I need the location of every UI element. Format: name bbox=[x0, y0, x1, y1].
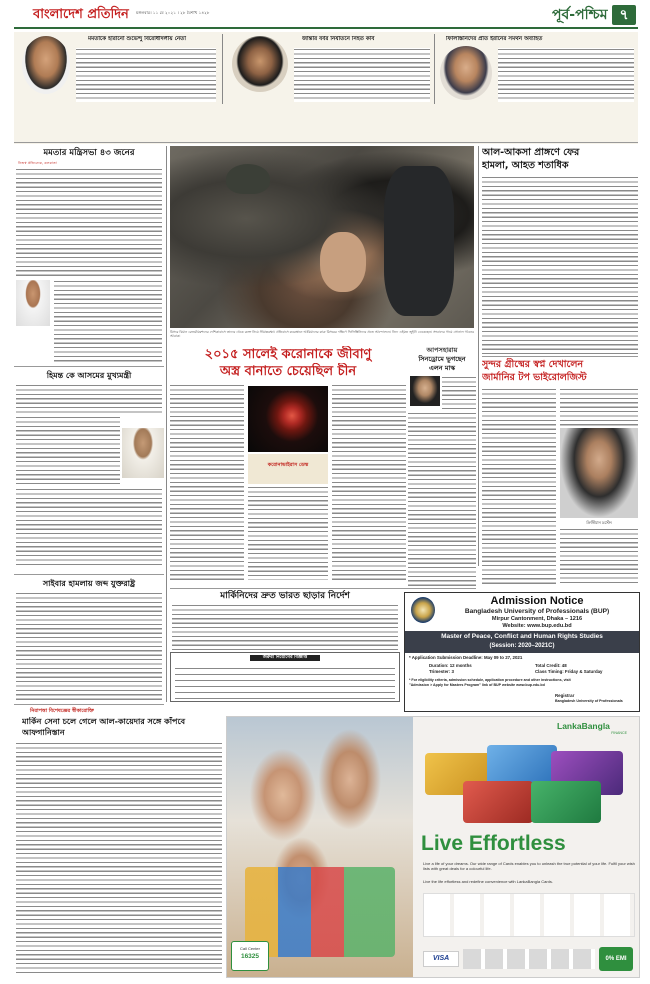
story-title-line-1: সুন্দর গ্রীষ্মের স্বপ্ন দেখালেন bbox=[482, 359, 584, 370]
top-story-2[interactable] bbox=[226, 32, 432, 142]
top-story-body bbox=[294, 48, 430, 102]
column-divider bbox=[478, 146, 479, 566]
credit-card bbox=[531, 781, 601, 823]
story-body bbox=[16, 488, 162, 568]
info-box bbox=[248, 454, 328, 484]
story-afghanistan[interactable] bbox=[14, 708, 224, 976]
bup-admission-ad[interactable] bbox=[404, 592, 640, 712]
drosten-photo bbox=[560, 428, 638, 518]
kicker: আপসহারায় bbox=[426, 346, 458, 354]
main-news-photo[interactable] bbox=[170, 146, 474, 328]
emi-label: 0% EMI bbox=[605, 956, 627, 962]
story-title-line-2: এলন মাস্ক bbox=[428, 364, 456, 372]
brand-logo bbox=[557, 721, 637, 739]
top-story-body bbox=[498, 48, 634, 102]
column-divider bbox=[166, 146, 167, 702]
story-cyber[interactable] bbox=[14, 578, 164, 702]
call-label: Call Center bbox=[239, 946, 260, 951]
photo-caption: মিসরে বিমান রেজর্যায়রশনের দেশিকাবাসে তাদের থেকে রক্তে নিয়ে সীমান্তরক্ষা। প্রতিবাসে কবরস্থানে আরিয়ানের কারু মিসরের দক্ষিণে ফিলিস্তিনিদের প্রতে আন্দোলনে। নিদে এইমত জুইটা ডেকেছেন। সংবাদের গায়ে সোনাল গঠনের আরাক। bbox=[170, 330, 474, 339]
tender-table bbox=[175, 663, 395, 699]
class-timing: Class Timing: Friday & Saturday bbox=[535, 669, 603, 674]
child-figure bbox=[320, 232, 366, 292]
top-story-3[interactable] bbox=[438, 32, 638, 142]
portrait-photo bbox=[232, 36, 288, 92]
story-al-aqsa[interactable] bbox=[482, 146, 638, 354]
card-stack bbox=[423, 745, 633, 825]
duration: Duration: 12 months bbox=[429, 663, 472, 668]
portrait-photo bbox=[22, 36, 70, 94]
strip-rule bbox=[14, 142, 638, 143]
lankabangla-ad[interactable] bbox=[226, 716, 640, 978]
story-body bbox=[560, 528, 638, 584]
story-body bbox=[248, 486, 328, 580]
virus-graphic bbox=[248, 386, 328, 452]
story-masks[interactable] bbox=[408, 346, 476, 586]
divider bbox=[482, 356, 638, 357]
story-body bbox=[482, 176, 638, 354]
family-photo bbox=[227, 717, 413, 977]
ad-title: Admission Notice bbox=[490, 595, 584, 607]
story-title: মার্কিনিদের দ্রুত ভারত ছাড়ার নির্দেশ bbox=[220, 591, 350, 601]
story-title: মার্কিন সেনা চলে গেলে আল-কায়েদার সঙ্গে কাঁপবে আফগানিস্তান bbox=[22, 717, 186, 737]
section-title: পূর্ব-পশ্চিম bbox=[552, 7, 608, 23]
page-number: ৭ bbox=[619, 7, 629, 23]
visa-badge bbox=[423, 951, 459, 967]
story-title-line-2: জার্মানির টপ ভাইরোলজিস্ট bbox=[482, 372, 587, 383]
program-name: Master of Peace, Conflict and Human Rights Studies bbox=[441, 633, 603, 640]
ad-org: Bangladesh University of Professionals (BUP) bbox=[464, 608, 610, 615]
divider bbox=[434, 34, 435, 104]
story-title-line-1: আল-আকসা প্রাঙ্গণে ফের bbox=[482, 147, 580, 158]
story-body bbox=[16, 592, 162, 700]
photo-caption: ক্রিস্টিয়ান দ্রস্টেন bbox=[586, 520, 612, 525]
soldier-figure bbox=[384, 166, 454, 316]
dateline: নিজস্ব প্রতিবেদক, কলকাতা bbox=[18, 161, 57, 165]
himanta-photo bbox=[122, 428, 164, 478]
story-body bbox=[54, 280, 162, 362]
ad-body: Live a life of your dreams. Our wide range of Cards enables you to unleash the true potential of your life. Fulfil your wish lists with great deals for a colourful life. bbox=[423, 861, 635, 872]
program-banner bbox=[405, 631, 639, 653]
masthead-rule bbox=[14, 27, 638, 29]
page-number-box bbox=[612, 5, 636, 25]
trimester: Trimester: 3 bbox=[429, 669, 454, 674]
ad-website[interactable]: Website: www.bup.edu.bd bbox=[502, 623, 572, 629]
top-story-title: জান্তার বর্বর নির্যাতনে নিহত কবি bbox=[302, 36, 375, 42]
story-body bbox=[16, 416, 120, 486]
story-body bbox=[442, 376, 476, 410]
mamata-photo bbox=[16, 280, 50, 326]
info-box-label: করোনাভাইরাস ডেস্ক bbox=[267, 462, 309, 468]
call-center-box[interactable] bbox=[231, 941, 269, 971]
top-story-body bbox=[76, 48, 216, 102]
story-body bbox=[172, 604, 398, 650]
story-title-line-2: হামলা, আহত শতাধিক bbox=[482, 160, 569, 171]
top-strip bbox=[14, 32, 638, 144]
story-title-line-1: সিনড্রোমে ভুগছেন bbox=[418, 355, 466, 363]
ad-cta: Live the life effortless and redefine convenience with LankaBangla Cards. bbox=[423, 879, 554, 884]
portrait-photo bbox=[440, 46, 492, 100]
divider bbox=[14, 574, 164, 575]
visa-label: VISA bbox=[432, 955, 450, 962]
soldier-helmet bbox=[226, 164, 270, 194]
partner-logos bbox=[463, 949, 595, 969]
story-body bbox=[170, 384, 244, 580]
top-story-title: মমতাকে হারানো শুভেন্দু বিরোধীদলীয় নেতা bbox=[88, 36, 186, 42]
story-body bbox=[16, 384, 162, 414]
registrar-org: Bangladesh University of Professionals bbox=[555, 699, 623, 703]
divider bbox=[14, 366, 164, 367]
story-body bbox=[16, 742, 222, 974]
story-body bbox=[16, 168, 162, 278]
brand-name: LankaBangla bbox=[557, 721, 610, 731]
ad-headline: Live Effortless bbox=[421, 832, 566, 855]
deadline: * Application Submission Deadline: May 09 to 27, 2021 bbox=[409, 655, 523, 660]
brand-sub: FINANCE bbox=[611, 731, 627, 735]
story-body bbox=[560, 388, 638, 426]
divider bbox=[14, 704, 164, 705]
divider bbox=[222, 34, 223, 104]
masthead bbox=[0, 0, 650, 34]
story-himanta[interactable] bbox=[14, 370, 164, 572]
ad-address: Mirpur Cantonment, Dhaka – 1216 bbox=[491, 616, 583, 622]
emi-badge bbox=[599, 947, 633, 971]
total-credit: Total Credit: 48 bbox=[535, 663, 567, 668]
divider bbox=[170, 588, 476, 589]
offer-icons-row bbox=[423, 893, 635, 937]
story-us-travel[interactable] bbox=[170, 590, 400, 650]
story-china[interactable] bbox=[170, 346, 406, 586]
registrar: Registrar bbox=[555, 693, 575, 698]
story-title-line-1: ২০১৫ সালেই করোনাকে জীবাণু bbox=[204, 347, 372, 362]
story-body bbox=[408, 412, 476, 586]
elon-photo bbox=[410, 376, 440, 406]
kicker: নিরাপত্তা বিশেষজ্ঞের স্বীকারোক্তি bbox=[30, 708, 94, 714]
story-title-line-2: অস্ত্র বানাতে চেয়েছিল চীন bbox=[219, 364, 357, 379]
issue-date: মঙ্গলবার। ১১ মে ২০২১ । ২৮ বৈশাখ ১৪২৮ bbox=[136, 10, 210, 15]
note-line-2: "Admission > Apply for Masters Program" link of BUP website www.bup.edu.bd bbox=[409, 683, 545, 687]
story-mamata[interactable] bbox=[14, 146, 164, 366]
story-title: হিমন্ত কে আসমের মুখ্যমন্ত্রী bbox=[46, 371, 132, 380]
newspaper-logo[interactable]: বাংলাদেশ প্রতিদিন bbox=[33, 7, 129, 22]
story-title: সাইবার হামলায় জব্দ যুক্তরাষ্ট্র bbox=[42, 579, 136, 588]
call-number: 16325 bbox=[240, 953, 260, 960]
bup-crest-logo bbox=[411, 597, 435, 623]
note-line-1: * For eligibility criteria, admission schedule, application procedure and other instructions, visit bbox=[409, 678, 571, 682]
tender-notice[interactable] bbox=[170, 652, 400, 702]
tender-title: জরুরী নিয়োগের বিজ্ঞপ্তি bbox=[250, 655, 320, 661]
credit-card bbox=[463, 781, 533, 823]
story-body bbox=[482, 388, 556, 584]
offer-badges-row bbox=[423, 943, 635, 973]
story-germany[interactable] bbox=[482, 358, 638, 588]
top-story-1[interactable] bbox=[14, 32, 220, 142]
program-session: (Session: 2020–2021C) bbox=[489, 643, 555, 649]
story-title: মমতার মন্ত্রিসভা ৪৩ জনের bbox=[43, 148, 135, 158]
story-body bbox=[332, 384, 406, 580]
top-story-title: ফিলিস্তিনিদের প্রতি ইরানের সমর্থন অব্যাহত bbox=[446, 36, 543, 42]
